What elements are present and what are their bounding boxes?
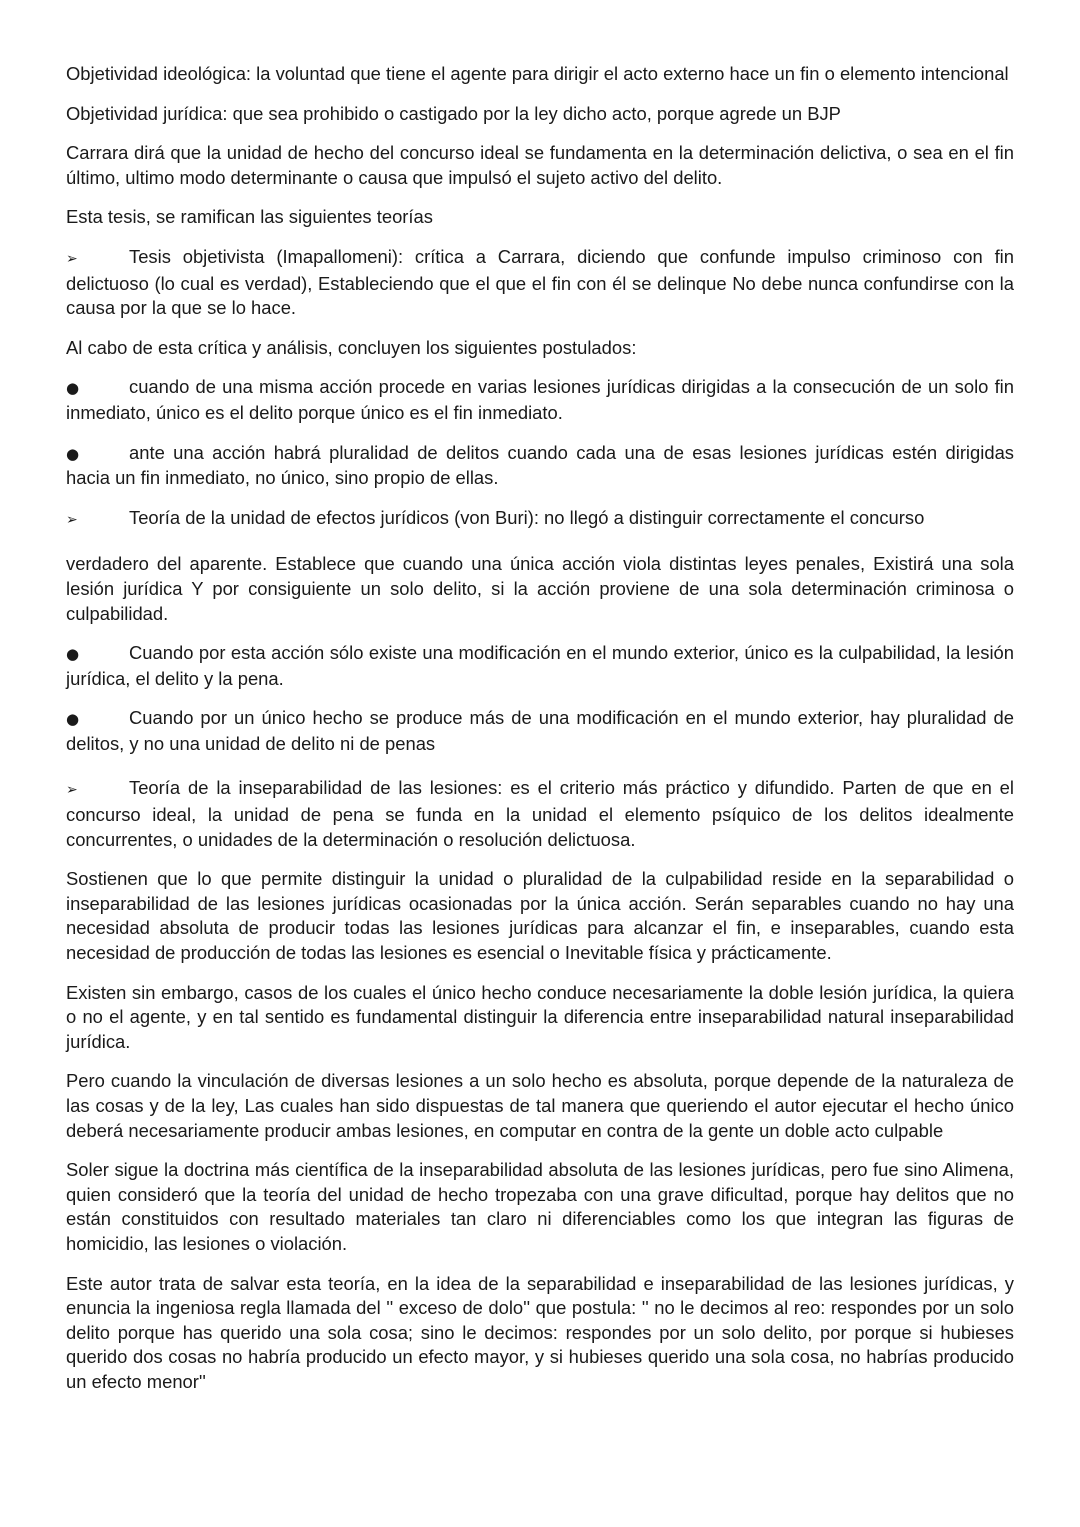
dot-item-pluralidad (66, 441, 1014, 491)
dot-bullet-icon: ● (66, 645, 80, 664)
paragraph-exceso-dolo: Este autor trata de salvar esta teoría, en la idea de la separabilidad e inseparabilidad de las lesiones jurídicas, y enuncia la ingeniosa regla llamada del '' exceso de dolo'' que postula: '' no le decimos al reo: respondes por un solo delito porque has querido una sola cosa; sino le decimos: respondes por un solo delito, por porque si hubieses querido dos cosas no habría producido un efecto mayor, y si hubieses querido una sola cosa, no habrías producido un efecto menor'' (66, 1272, 1014, 1392)
dot-bullet-icon: ● (66, 444, 80, 463)
arrow-item-inseparabilidad (66, 776, 1014, 852)
dot-item-text: Cuando por esta acción sólo existe una modificación en el mundo exterior, único es la culpabilidad, la lesión jurídica, el delito y la pena. (66, 642, 1014, 689)
arrow-bullet-icon: ➢ (66, 250, 78, 267)
dot-item-fin-inmediato (66, 375, 1014, 425)
paragraph-sostienen: Sostienen que lo que permite distinguir la unidad o pluralidad de la culpabilidad reside en la separabilidad o inseparabilidad de las lesiones jurídicas ocasionadas por la única acción. Serán separables cuando no hay una necesidad absoluta de producir todas las lesiones jurídicas para alcanzar el fin, e inseparables, cuando esta necesidad de producción de todas las lesiones es esencial o Inevitable física y prácticamente. (66, 868, 1014, 964)
dot-item-una-modificacion (66, 641, 1014, 691)
dot-item-text: ante una acción habrá pluralidad de delitos cuando cada una de esas lesiones jurídicas estén dirigidas hacia un fin inmediato, no único, sino propio de ellas. (66, 441, 1014, 489)
arrow-item-tesis-objetivista (66, 245, 1014, 321)
arrow-item-text: Tesis objetivista (Imapallomeni): crítica a Carrara, diciendo que confunde impulso criminoso con fin delictuoso (lo cual es verdad), Estableciendo que el que el fin con él se delinque No debe nunca confundirse con la causa por la que se lo hace. (66, 245, 1014, 319)
paragraph-carrara: Carrara dirá que la unidad de hecho del concurso ideal se fundamenta en la determinación delictiva, o sea en el fin último, ultimo modo determinante o causa que impulsó el sujeto activo del delito. (66, 142, 1014, 188)
paragraph-soler: Soler sigue la doctrina más científica de la inseparabilidad absoluta de las lesiones jurídicas, pero fue sino Alimena, quien consideró que la teoría del unidad de hecho tropezaba con una grave dificultad, porque hay delitos que no están constituidos con resultado materiales tan claro ni diferenciables como los que integran las figuras de homicidio, las lesiones o violación. (66, 1159, 1014, 1254)
paragraph-tesis: Esta tesis, se ramifican las siguientes teorías (66, 206, 433, 228)
arrow-item-unidad-efectos (66, 506, 1014, 533)
paragraph-objetividad-juridica: Objetividad jurídica: que sea prohibido o castigado por la ley dicho acto, porque agrede un BJP (66, 102, 841, 124)
arrow-item-text: Teoría de la unidad de efectos jurídicos (von Buri): no llegó a distinguir correctamente el concurso (129, 506, 925, 528)
paragraph-objetividad-ideologica: Objetividad ideológica: la voluntad que tiene el agente para dirigir el acto externo hace un fin o elemento intencional (66, 63, 1009, 84)
arrow-item-text: Teoría de la inseparabilidad de las lesiones: es el criterio más práctico y difundido. Parten de que en el concurso ideal, la unidad de pena se funda en la unidad el elemento psíquico de los delitos idealmente concurrentes, o unidades de la determinación o resolución delictuosa. (66, 777, 1014, 850)
arrow-bullet-icon: ➢ (66, 782, 78, 799)
paragraph-verdadero-aparente: verdadero del aparente. Establece que cuando una única acción viola distintas leyes penales, Existirá una sola lesión jurídica Y por consiguiente un solo delito, si la acción proviene de una sola determinación criminosa o culpabilidad. (66, 553, 1014, 624)
dot-bullet-icon: ● (66, 379, 80, 398)
paragraph-vinculacion: Pero cuando la vinculación de diversas lesiones a un solo hecho es absoluta, porque depende de la naturaleza de las cosas y de la ley, Las cuales han sido dispuestas de tal manera que queriendo el autor ejecutar el hecho único deberá necesariamente producir ambas lesiones, en computar en contra de la gente un doble acto culpable (66, 1070, 1014, 1141)
dot-item-text: cuando de una misma acción procede en varias lesiones jurídicas dirigidas a la consecución de un solo fin inmediato, único es el delito porque único es el fin inmediato. (66, 376, 1014, 423)
dot-item-mas-modificaciones (66, 706, 1014, 756)
paragraph-postulados: Al cabo de esta crítica y análisis, concluyen los siguientes postulados: (66, 336, 637, 358)
arrow-bullet-icon: ➢ (66, 511, 78, 528)
paragraph-existen: Existen sin embargo, casos de los cuales el único hecho conduce necesariamente la doble lesión jurídica, la quiera o no el agente, y en tal sentido es fundamental distinguir la diferencia entre inseparabilidad natural inseparabilidad jurídica. (66, 981, 1014, 1052)
dot-bullet-icon: ● (66, 710, 80, 729)
dot-item-text: Cuando por un único hecho se produce más de una modificación en el mundo exterior, hay pluralidad de delitos, y no una unidad de delito ni de penas (66, 707, 1014, 754)
